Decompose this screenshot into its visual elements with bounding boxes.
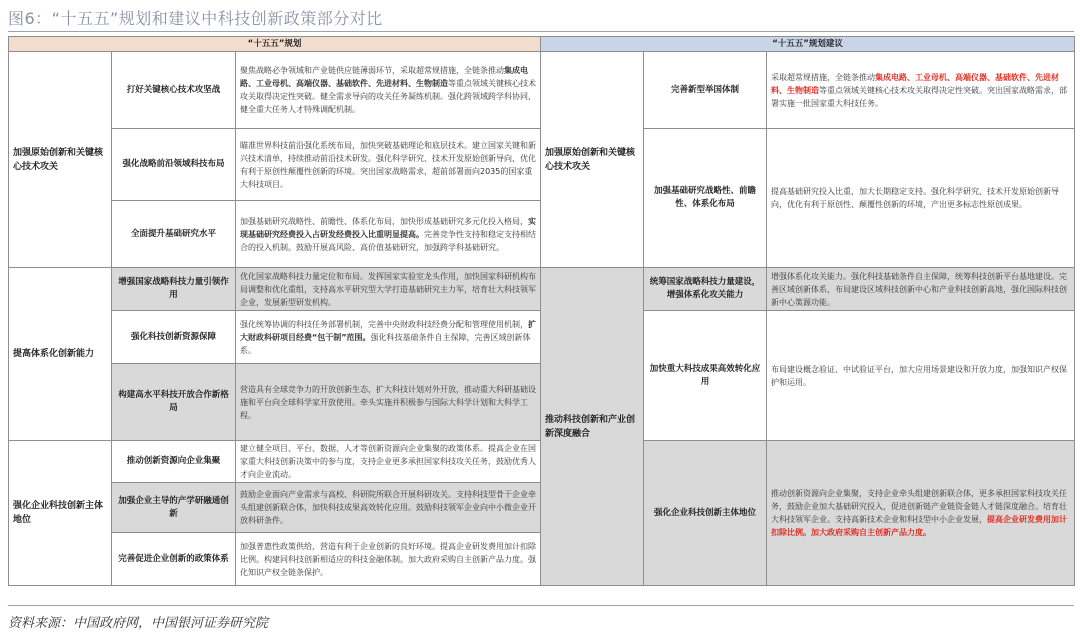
left-item-name: 强化科技创新资源保障 bbox=[112, 311, 236, 364]
left-category: 加强原始创新和关键核心技术攻关 bbox=[9, 52, 112, 268]
left-item-name: 完善促进企业创新的政策体系 bbox=[112, 533, 236, 586]
left-category: 强化企业科技创新主体地位 bbox=[9, 441, 112, 586]
right-item-name: 完善新型举国体制 bbox=[644, 52, 767, 129]
left-item-desc bbox=[236, 441, 541, 483]
highlight-bold-text: 扩大财政科研项目经费“包干制”范围。 bbox=[240, 319, 536, 342]
left-item-desc bbox=[236, 129, 541, 201]
policy-comparison-table bbox=[8, 36, 1075, 586]
desc-text: 等重点领域关键核心技术攻关取得决定性突破。突出国家战略需求，部署实施一批国家重大科技任务。 bbox=[771, 85, 1068, 108]
left-item-desc bbox=[236, 364, 541, 441]
right-item-name: 加强基础研究战略性、前瞻性、体系化布局 bbox=[644, 129, 767, 268]
desc-text: 布局建设概念验证、中试验证平台，加大应用场景建设和开放力度，加强知识产权保护和运用。 bbox=[771, 364, 1068, 387]
right-category: 加强原始创新和关键核心技术攻关 bbox=[541, 52, 644, 268]
desc-text: 等重点领域关键核心技术攻关取得决定性突破。健全需求导向的攻关任务凝练机制。强化跨领域跨学科协同，健全重大任务人才特殊调配机制。 bbox=[240, 79, 536, 114]
left-item-desc bbox=[236, 52, 541, 129]
right-item-name: 加快重大科技成果高效转化应用 bbox=[644, 311, 767, 441]
right-item-name: 强化企业科技创新主体地位 bbox=[644, 441, 767, 586]
highlight-bold-text: 集成电路、工业母机、高端仪器、基础软件、先进材料、生物制造 bbox=[240, 66, 528, 88]
table-row bbox=[9, 52, 1075, 129]
desc-text: 加强普惠性政策供给，营造有利于企业创新的良好环境。提高企业研发费用加计扣除比例。构建同科技创新相适应的科技金融体制。加大政府采购自主创新产品力度。强化知识产权全链条保护。 bbox=[240, 541, 536, 577]
figure-title: 图6：“十五五”规划和建议中科技创新政策部分对比 bbox=[8, 9, 383, 28]
right-item-desc bbox=[767, 441, 1075, 586]
left-item-name: 全面提升基础研究水平 bbox=[112, 201, 236, 268]
highlight-red-text: 集成电路、工业母机、高端仪器、基础软件、先进材料、生物制造 bbox=[771, 72, 1060, 95]
left-item-name: 打好关键核心技术攻坚战 bbox=[112, 52, 236, 129]
left-item-desc bbox=[236, 483, 541, 533]
desc-text: 瞄准世界科技前沿强化系统布局，加快突破基础理论和底层技术。建立国家关键和新兴技术清单，持续推动前沿技术研发。强化科学研究、技术开发原始创新导向，优化有利于原创性颠覆性创新的环境。突出国家战略需求，超前部署面向2035的国家重大科技项目。 bbox=[240, 140, 536, 189]
left-item-desc bbox=[236, 311, 541, 364]
desc-text: 聚焦战略必争领域和产业链供应链薄弱环节，采取超常规措施，全链条推动 bbox=[240, 66, 504, 75]
right-item-desc bbox=[767, 129, 1075, 268]
desc-text: 加强基础研究战略性、前瞻性、体系化布局，加快形成基础研究多元化投入格局， bbox=[240, 216, 528, 226]
header-left: “十五五”规划 bbox=[9, 37, 541, 52]
desc-text: 提高基础研究投入比重，加大长期稳定支持。强化科学研究、技术开发原始创新导向，优化有利于原创性、颠覆性创新的环境，产出更多标志性原创成果。 bbox=[771, 187, 1060, 209]
header-right: “十五五”规划建议 bbox=[541, 37, 1075, 52]
desc-text: 采取超常规措施，全链条推动 bbox=[771, 72, 876, 82]
highlight-bold-text: 实现基础研究经费投入占研发经费投入比重明显提高。 bbox=[240, 216, 536, 239]
right-item-name: 统筹国家战略科技力量建设，增强体系化攻关能力 bbox=[644, 268, 767, 311]
right-item-desc bbox=[767, 52, 1075, 129]
desc-text: 推动创新资源向企业集聚，支持企业牵头组建创新联合体，更多承担国家科技攻关任务，鼓励企业加大基础研究投入，促进创新链产业链资金链人才链深度融合。培育壮大科技领军企业。支持高新技术企业和科技型中小企业发展， bbox=[771, 489, 1068, 524]
left-item-desc bbox=[236, 533, 541, 586]
left-item-name: 构建高水平科技开放合作新格局 bbox=[112, 364, 236, 441]
desc-text: 强化统筹协调的科技任务部署机制，完善中央财政科技经费分配和管理使用机制， bbox=[240, 319, 528, 329]
left-item-name: 强化战略前沿领域科技布局 bbox=[112, 129, 236, 201]
left-item-name: 增强国家战略科技力量引领作用 bbox=[112, 268, 236, 311]
desc-text: 优化国家战略科技力量定位和布局。发挥国家实验室龙头作用，加快国家科研机构布局调整和优化重组，支持高水平研究型大学打造基础研究主力军，培育壮大科技领军企业，发展新型研发机构。 bbox=[240, 271, 536, 307]
desc-text: 建立健全项目、平台、数据、人才等创新资源向企业集聚的政策体系。提高企业在国家重大科技创新决策中的参与度，支持企业更多承担国家科技攻关任务，鼓励优秀人才向企业流动。 bbox=[240, 444, 536, 479]
left-item-desc bbox=[236, 201, 541, 268]
footer-divider bbox=[8, 605, 1074, 606]
right-item-desc bbox=[767, 268, 1075, 311]
left-item-desc bbox=[236, 268, 541, 311]
table-row bbox=[9, 268, 1075, 311]
desc-text: 强化科技基础条件自主保障，完善区域创新体系。 bbox=[240, 332, 531, 355]
desc-text: 鼓励企业面向产业需求与高校、科研院所联合开展科研攻关。支持科技型骨干企业牵头组建创新联合体，加快科技成果高效转化应用。鼓励科技领军企业向中小微企业开放科研条件。 bbox=[240, 490, 536, 525]
highlight-red-text: 提高企业研发费用加计扣除比例。加大政府采购自主创新产品力度。 bbox=[771, 515, 1068, 537]
desc-text: 增强体系化攻关能力。强化科技基础条件自主保障，统筹科技创新平台基地建设。完善区域创新体系，布局建设区域科技创新中心和产业科技创新高地，强化国际科技创新中心策源功能。 bbox=[771, 271, 1068, 307]
right-category: 推动科技创新和产业创新深度融合 bbox=[541, 268, 644, 586]
left-category: 提高体系化创新能力 bbox=[9, 268, 112, 441]
desc-text: 营造具有全球竞争力的开放创新生态，扩大科技计划对外开放，推动重大科研基础设施和平台向全球科学家开放使用。牵头实施并积极参与国际大科学计划和大科学工程。 bbox=[240, 384, 536, 420]
right-item-desc bbox=[767, 311, 1075, 441]
title-divider bbox=[8, 31, 1074, 32]
left-item-name: 推动创新资源向企业集聚 bbox=[112, 441, 236, 483]
desc-text: 完善竞争性支持和稳定支持相结合的投入机制。鼓励开展高风险、高价值基础研究，加强跨学科基础研究。 bbox=[240, 229, 536, 252]
source-note: 资料来源：中国政府网，中国银河证券研究院 bbox=[8, 616, 269, 631]
left-item-name: 加强企业主导的产学研融通创新 bbox=[112, 483, 236, 533]
